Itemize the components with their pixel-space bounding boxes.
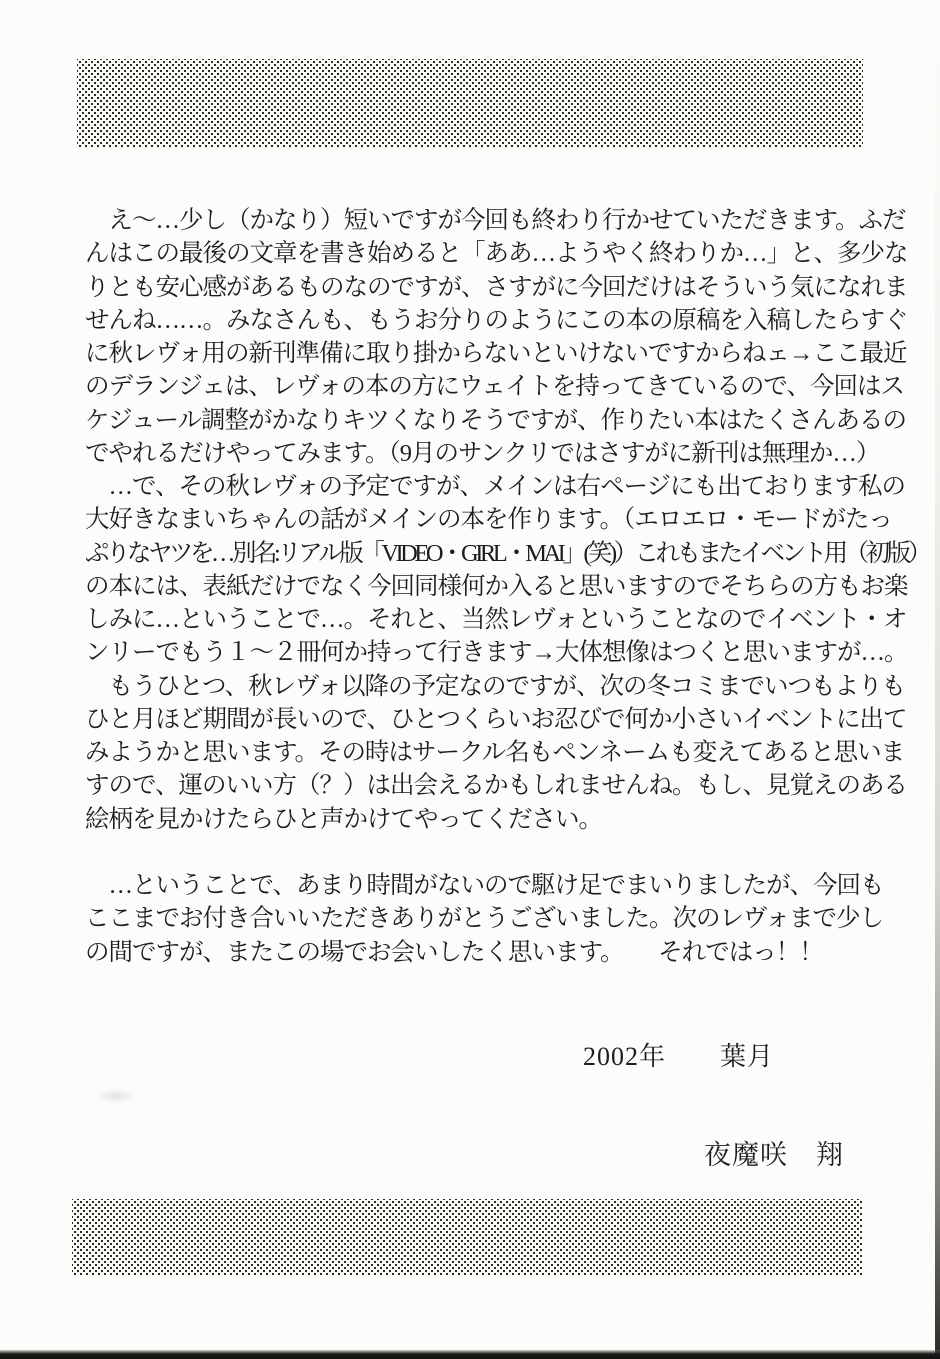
scan-right-edge-shadow	[935, 0, 940, 1359]
text-line: ンリーでもう１～２冊何か持って行きます→大体想像はつくと思いますが…。	[85, 639, 908, 667]
text-line: せんね……。みなさんも、もうお分りのようにこの本の原稿を入稿したらすぐ	[85, 306, 908, 334]
text-line: の本には、表紙だけでなく今回同様何か入ると思いますのでそちらの方もお楽	[85, 572, 908, 600]
afterword-text	[85, 201, 929, 966]
text-line: え～…少し（かなり）短いですが今回も終わり行かせていただきます。ふだ	[85, 207, 906, 234]
text-line: の間ですが、またこの場でお会いしたく思います。 それではっ！！	[85, 938, 823, 966]
text-line: のデランジェは、レヴォの本の方にウェイトを持ってきているので、今回はス	[85, 373, 904, 401]
text-line: もうひとつ、秋レヴォ以降の予定なのですが、次の冬コミまでいつもよりも	[85, 672, 906, 700]
text-line: しみに…ということで…。それと、当然レヴォということなのでイベント・オ	[85, 606, 907, 633]
text-line: …で、その秋レヴォの予定ですが、メインは右ページにも出ております私の	[85, 473, 906, 500]
scan-smudge-mark	[94, 1088, 138, 1104]
text-line: ひと月ほど期間が長いので、ひとつくらいお忍びで何か小さいイベントに出て	[85, 705, 907, 733]
text-line: 大好きなまいちゃんの話がメインの本を作ります。（エロエロ・モードがたっ	[85, 506, 892, 534]
top-halftone-bar	[77, 59, 863, 148]
text-line: すので、運のいい方（？）は出会えるかもしれませんね。もし、見覚えのある	[85, 772, 908, 800]
text-line: りとも安心感があるものなのですが、さすがに今回だけはそういう気になれま	[85, 273, 908, 301]
author-signature: 夜魔咲 翔	[704, 1140, 844, 1170]
date-line: 2002年 葉月	[583, 1042, 775, 1071]
scan-bottom-edge-shadow	[0, 1350, 940, 1359]
text-line: 絵柄を見かけたらひと声かけてやってください。	[85, 805, 602, 833]
text-line: ここまでお付き合いいただきありがとうございました。次のレヴォまで少し	[85, 905, 884, 933]
text-line: に秋レヴォ用の新刊準備に取り掛からないといけないですからねェ→ここ最近	[85, 340, 907, 367]
text-line: ぷりなヤツを…別名:リアル版「VIDEO・GIRL・MAI」(笑)）これもまたイベント用（初版）	[85, 539, 929, 567]
text-line: ケジュール調整がかなりキツくなりそうですが、作りたい本はたくさんあるの	[85, 406, 907, 434]
text-line: んはこの最後の文章を書き始めると「ああ…ようやく終わりか…」と、多少な	[85, 240, 908, 268]
blank-line	[85, 833, 875, 866]
text-line: でやれるだけやってみます。（9月のサンクリではさすがに新刊は無理か…）	[85, 439, 880, 467]
text-line: みようかと思います。その時はサークル名もペンネームも変えてあると思いま	[85, 739, 905, 766]
bottom-halftone-bar	[72, 1199, 862, 1275]
text-line: …ということで、あまり時間がないので駆け足でまいりましたが、今回も	[85, 872, 884, 899]
